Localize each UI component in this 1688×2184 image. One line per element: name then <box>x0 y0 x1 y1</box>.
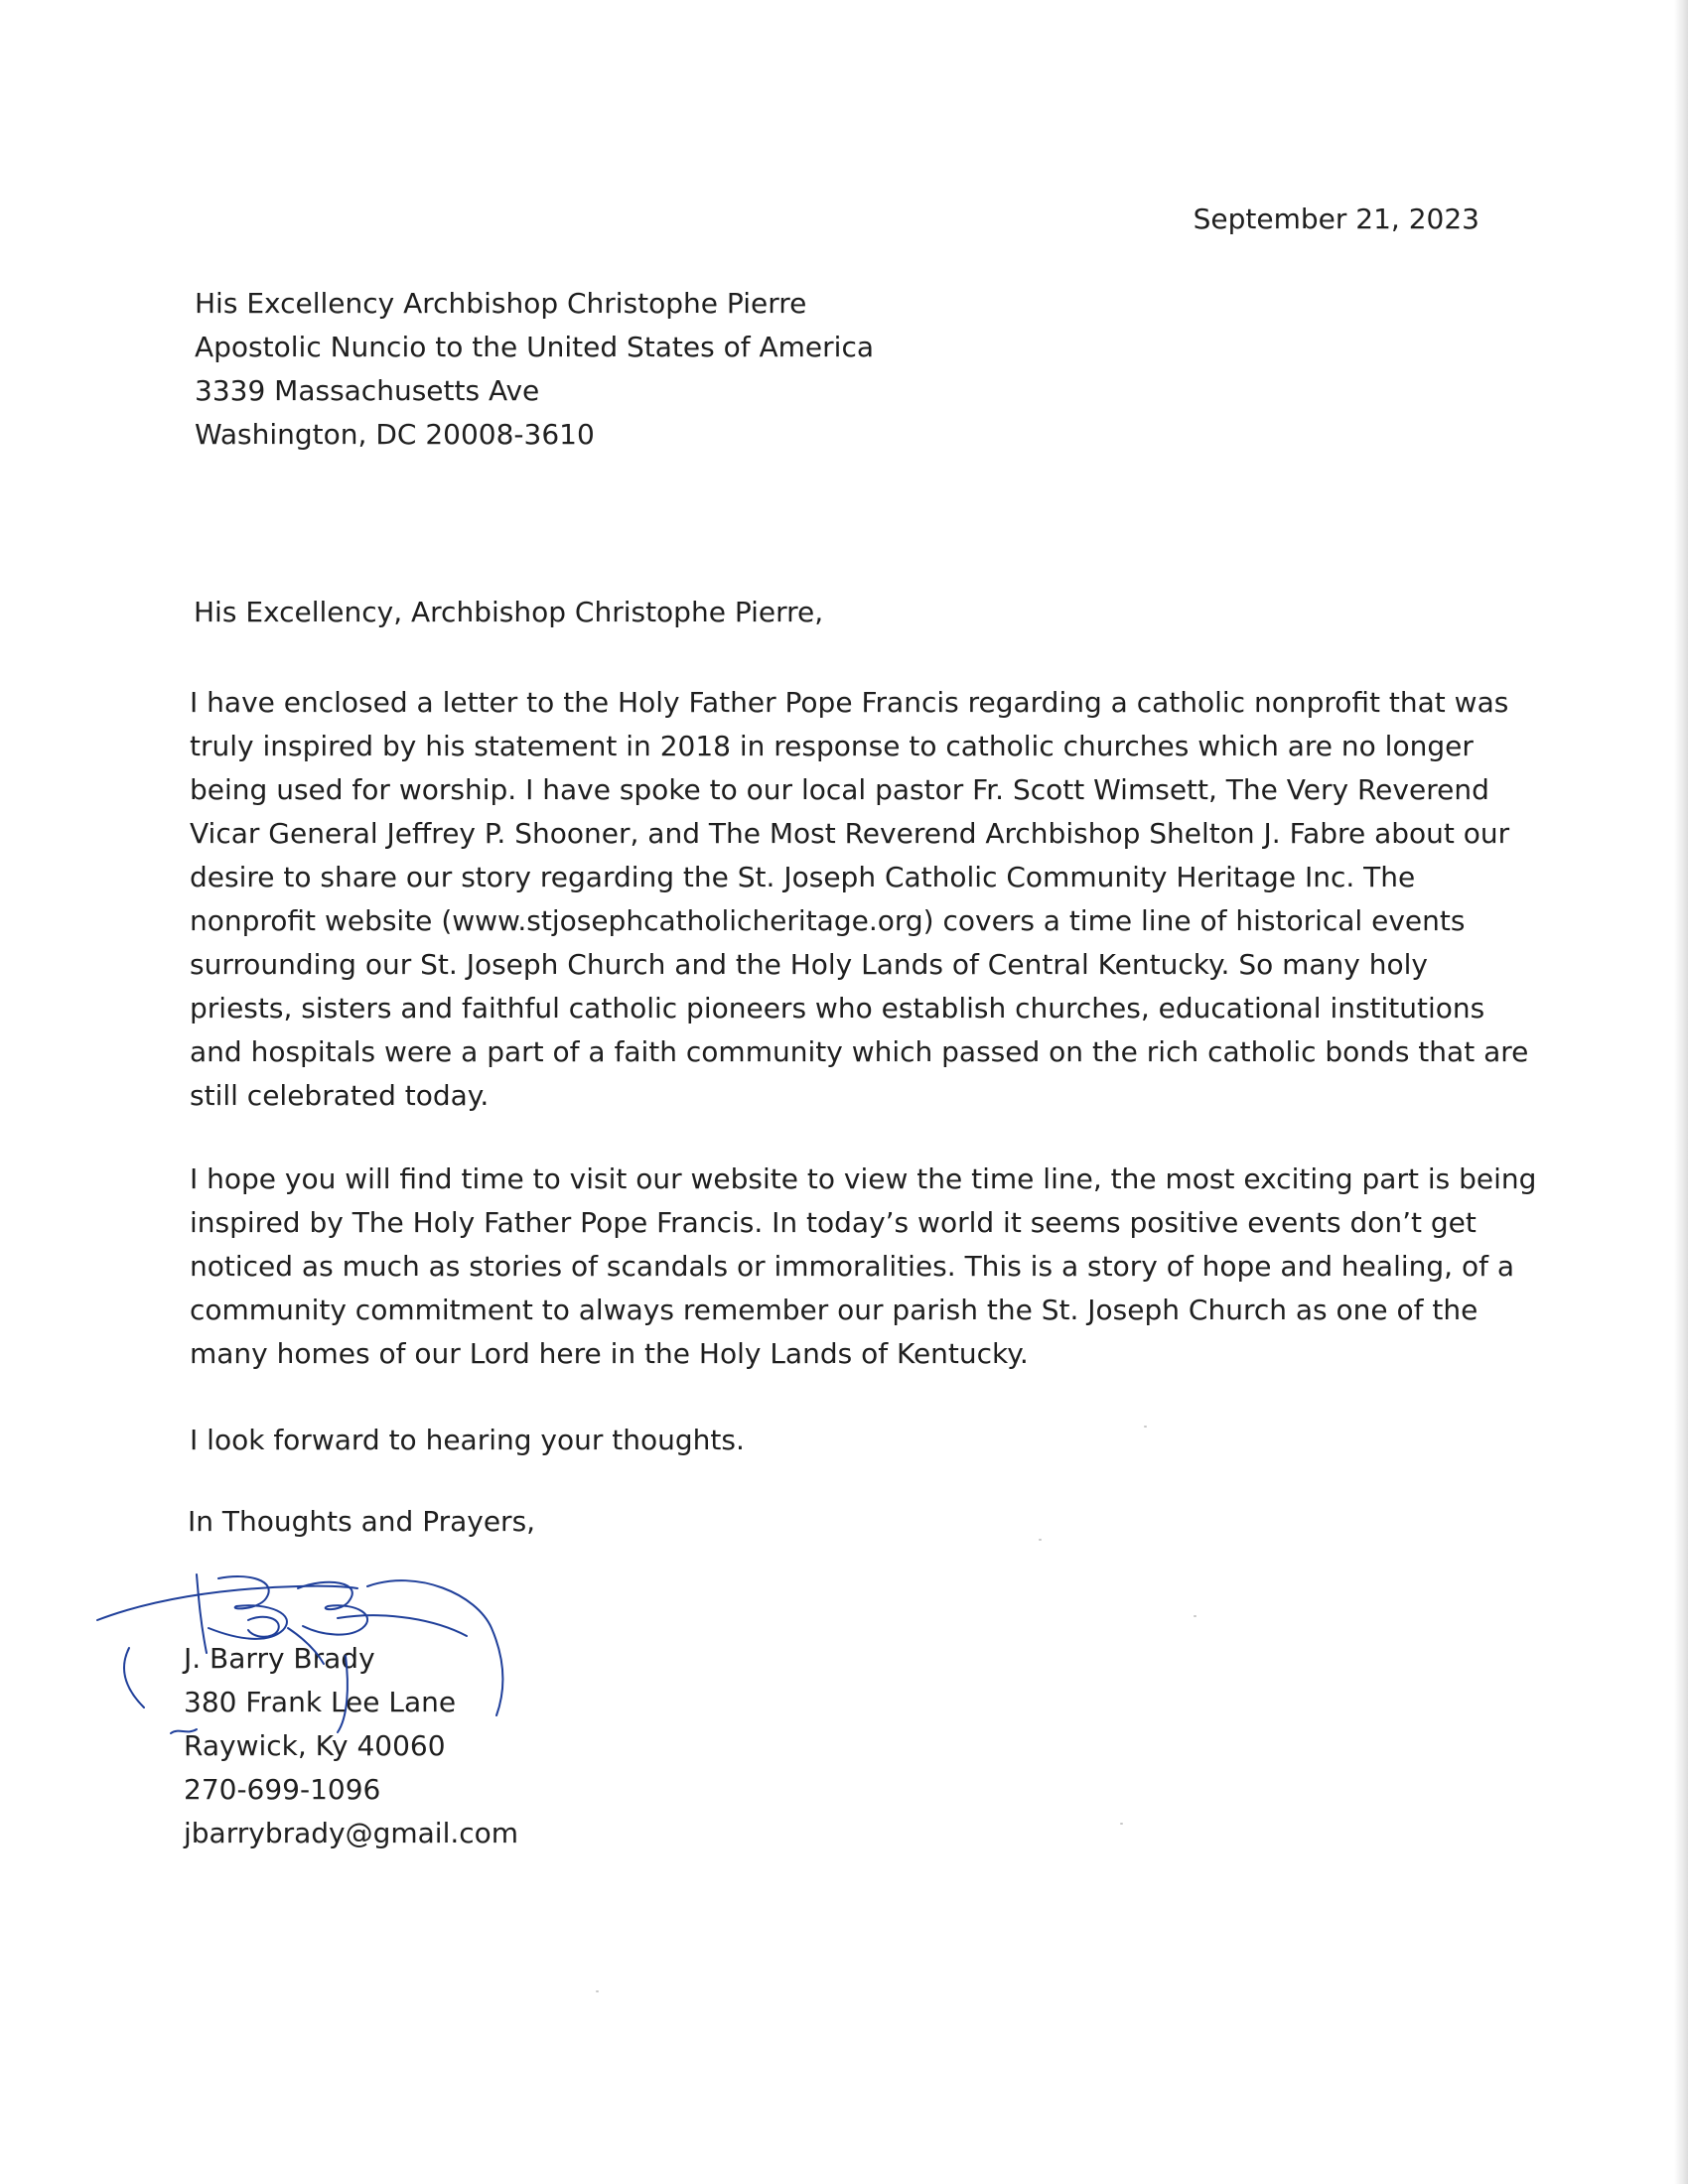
paragraph-line: Vicar General Jeffrey P. Shooner, and The Most Reverend Archbishop Shelton J. Fabre about our <box>190 817 1510 850</box>
paragraph-line: truly inspired by his statement in 2018 in response to catholic churches which are no longer <box>190 730 1474 762</box>
signature-stroke <box>338 1615 467 1636</box>
paragraph-line: surrounding our St. Joseph Church and the Holy Lands of Central Kentucky. So many holy <box>190 948 1428 981</box>
signature-stroke <box>367 1580 502 1715</box>
paragraph-line: I have enclosed a letter to the Holy Father Pope Francis regarding a catholic nonprofit that was <box>190 686 1509 719</box>
paragraph-line: being used for worship. I have spoke to our local pastor Fr. Scott Wimsett, The Very Reverend <box>190 773 1489 806</box>
salutation: His Excellency, Archbishop Christophe Pierre, <box>194 596 824 628</box>
scan-speck <box>1144 1426 1147 1428</box>
signature-stroke <box>97 1586 357 1620</box>
body-paragraph-3 <box>190 1419 1500 1462</box>
paragraph-line: I hope you will find time to visit our website to view the time line, the most exciting part is being <box>190 1162 1537 1195</box>
recipient-address-line: His Excellency Archbishop Christophe Pierre <box>195 287 807 320</box>
scan-speck <box>596 1990 599 1992</box>
body-paragraph-2 <box>190 1158 1537 1376</box>
paragraph-line: priests, sisters and faithful catholic pioneers who establish churches, educational institutions <box>190 992 1485 1024</box>
page-edge-shadow <box>1674 0 1688 2184</box>
closing: In Thoughts and Prayers, <box>188 1505 536 1538</box>
paragraph-line: many homes of our Lord here in the Holy Lands of Kentucky. <box>190 1337 1029 1370</box>
paragraph-line: I look forward to hearing your thoughts. <box>190 1424 745 1456</box>
sender-name: J. Barry Brady <box>184 1642 375 1675</box>
signature-stroke <box>248 1617 279 1637</box>
sender-street: 380 Frank Lee Lane <box>184 1686 457 1718</box>
signature-stroke <box>298 1582 367 1635</box>
paragraph-line: still celebrated today. <box>190 1079 490 1112</box>
sender-email: jbarrybrady@gmail.com <box>184 1817 519 1849</box>
recipient-address-line: Washington, DC 20008-3610 <box>195 418 595 451</box>
scan-speck <box>1039 1539 1042 1541</box>
recipient-address-line: 3339 Massachusetts Ave <box>195 374 540 407</box>
body-paragraph-1 <box>190 681 1529 1118</box>
paragraph-line: noticed as much as stories of scandals or immoralities. This is a story of hope and healing, of a <box>190 1250 1514 1283</box>
recipient-address-line: Apostolic Nuncio to the United States of America <box>195 331 875 363</box>
signature-stroke <box>124 1648 144 1707</box>
signature-stroke <box>171 1729 197 1733</box>
signature-stroke <box>197 1574 207 1653</box>
scan-speck <box>1194 1615 1196 1617</box>
paragraph-line: community commitment to always remember our parish the St. Joseph Church as one of the <box>190 1294 1478 1326</box>
sender-phone: 270-699-1096 <box>184 1773 381 1806</box>
paragraph-line: and hospitals were a part of a faith community which passed on the rich catholic bonds that are <box>190 1035 1529 1068</box>
signature-stroke <box>338 1656 348 1732</box>
sender-city: Raywick, Ky 40060 <box>184 1729 446 1762</box>
paragraph-line: inspired by The Holy Father Pope Francis. In today’s world it seems positive events don’t get <box>190 1206 1477 1239</box>
scan-speck <box>1120 1823 1123 1825</box>
signature-stroke <box>288 1628 324 1664</box>
paragraph-line: desire to share our story regarding the St. Joseph Catholic Community Heritage Inc. The <box>190 861 1416 893</box>
paragraph-line: nonprofit website (www.stjosephcatholicheritage.org) covers a time line of historical events <box>190 904 1466 937</box>
handwritten-signature <box>89 1559 586 1747</box>
letter-date: September 21, 2023 <box>1193 203 1479 235</box>
